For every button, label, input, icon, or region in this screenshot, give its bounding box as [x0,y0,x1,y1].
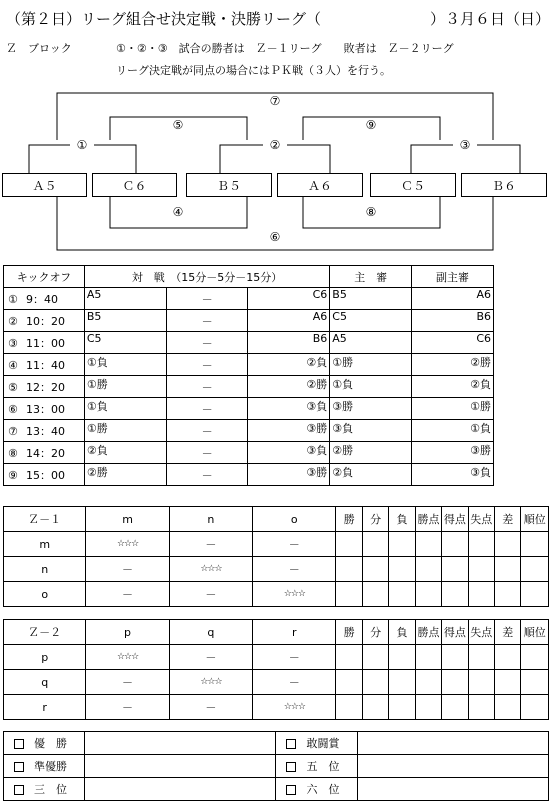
referee: ②勝 [330,442,412,464]
stat-header-draws: 分 [362,620,388,645]
league-col-header: r [253,620,336,645]
home-team: ②負 [84,442,166,464]
block-name: Ｚ ブロック [6,42,72,55]
stat-header-goals-for: 得点 [442,507,468,532]
versus-dash: － [166,332,248,354]
league-z1-table [3,506,549,607]
row-label: p [4,645,86,670]
kickoff-time: 15：00 [26,468,65,482]
home-team: ①勝 [84,420,166,442]
home-team: ①勝 [84,376,166,398]
stat-header-goals-against: 失点 [468,620,494,645]
home-team: B5 [84,310,166,332]
match-number: ⑨ [8,468,18,482]
assistant-referee: A6 [412,288,494,310]
award-label: 準優勝 [34,760,67,773]
match-label-1: ① [70,138,94,152]
stat-header-rank: 順位 [521,507,549,532]
rule-text-2: リーグ決定戦が同点の場合にはＰＫ戦（３人）を行う。 [116,64,391,77]
checkbox-icon[interactable] [286,785,296,795]
result-cell: ☆☆☆ [169,557,252,582]
match-number: ③ [8,336,18,350]
award-label: 三 位 [34,783,67,796]
home-team: C5 [84,332,166,354]
result-cell: ☆☆☆ [86,645,169,670]
versus-dash: － [166,376,248,398]
match-label-4: ④ [166,205,190,219]
match-label-8: ⑧ [359,205,383,219]
away-team: ②勝 [248,376,330,398]
league-row [4,582,549,607]
result-cell: － [253,645,336,670]
result-cell: － [86,582,169,607]
assistant-referee: C6 [412,332,494,354]
schedule-row [4,354,494,376]
league-name: Ｚ－２ [4,620,86,645]
checkbox-icon[interactable] [286,762,296,772]
versus-dash: － [166,288,248,310]
row-label: n [4,557,86,582]
stat-header-points: 勝点 [415,507,441,532]
league-row [4,532,549,557]
schedule-table [3,265,494,486]
versus-dash: － [166,310,248,332]
match-number: ⑧ [8,446,18,460]
schedule-row [4,310,494,332]
result-cell: － [253,670,336,695]
header-kickoff: キックオフ [4,266,85,288]
stat-header-goals-against: 失点 [468,507,494,532]
result-cell: － [169,645,252,670]
assistant-referee: B6 [412,310,494,332]
versus-dash: － [166,442,248,464]
referee: ①負 [330,376,412,398]
assistant-referee: ①勝 [412,398,494,420]
result-cell: － [253,532,336,557]
award-label: 敢闘賞 [306,737,340,750]
schedule-row [4,376,494,398]
league-row [4,670,549,695]
home-team: ①負 [84,398,166,420]
rule-text-1: ①・②・③ 試合の勝者は Ｚ－１リーグ 敗者は Ｚ－２リーグ [116,42,454,55]
page-title: （第２日）リーグ組合せ決定戦・決勝リーグ（ [6,10,322,28]
match-label-9: ⑨ [359,118,383,132]
stat-header-draws: 分 [362,507,388,532]
assistant-referee: ②勝 [412,354,494,376]
match-label-7: ⑦ [263,94,287,108]
league-col-header: m [86,507,169,532]
match-number: ⑥ [8,402,18,416]
row-label: q [4,670,86,695]
result-cell: － [86,557,169,582]
versus-dash: － [166,464,248,486]
league-col-header: n [169,507,252,532]
referee: ③負 [330,420,412,442]
home-team: A5 [84,288,166,310]
match-number: ④ [8,358,18,372]
league-col-header: o [253,507,336,532]
league-col-header: q [169,620,252,645]
away-team: ③勝 [248,464,330,486]
versus-dash: － [166,398,248,420]
schedule-row [4,288,494,310]
result-cell: － [169,532,252,557]
result-cell: － [253,557,336,582]
assistant-referee: ①負 [412,420,494,442]
versus-dash: － [166,354,248,376]
versus-dash: － [166,420,248,442]
referee: ③勝 [330,398,412,420]
schedule-row [4,420,494,442]
stat-header-rank: 順位 [521,620,549,645]
stat-header-points: 勝点 [415,620,441,645]
referee: ②負 [330,464,412,486]
result-cell: ☆☆☆ [253,582,336,607]
checkbox-icon[interactable] [14,739,24,749]
team-b5: Ｂ５ [186,173,272,197]
match-label-6: ⑥ [263,230,287,244]
header-referee: 主 審 [330,266,412,288]
league-col-header: p [86,620,169,645]
away-team: ③負 [248,442,330,464]
schedule-row [4,332,494,354]
header-match: 対 戦 （15分－5分－15分） [84,266,329,288]
stat-header-diff: 差 [495,507,521,532]
stat-header-losses: 負 [389,620,415,645]
team-c5: Ｃ５ [370,173,456,197]
away-team: ②負 [248,354,330,376]
assistant-referee: ②負 [412,376,494,398]
kickoff-time: 14：20 [26,446,65,460]
away-team: ③勝 [248,420,330,442]
checkbox-icon[interactable] [14,785,24,795]
kickoff-time: 10：20 [26,314,65,328]
header-assistant: 副主審 [412,266,494,288]
result-cell: － [169,582,252,607]
team-b6: Ｂ６ [461,173,547,197]
result-cell: － [169,695,252,720]
kickoff-time: 11：00 [26,336,65,350]
awards-table [3,731,549,801]
event-date: ）３月６日（日） [430,10,551,28]
stat-header-diff: 差 [495,620,521,645]
award-label: 五 位 [306,760,340,773]
result-cell: ☆☆☆ [169,670,252,695]
kickoff-time: 13：40 [26,424,65,438]
team-c6: Ｃ６ [92,173,177,197]
match-label-5: ⑤ [166,118,190,132]
match-label-2: ② [263,138,287,152]
stat-header-wins: 勝 [336,620,362,645]
team-a5: Ａ５ [2,173,87,197]
row-label: r [4,695,86,720]
team-a6: Ａ６ [277,173,363,197]
away-team: ③負 [248,398,330,420]
league-name: Ｚ－１ [4,507,86,532]
home-team: ②勝 [84,464,166,486]
away-team: B6 [248,332,330,354]
result-cell: － [86,670,169,695]
checkbox-icon[interactable] [286,739,296,749]
league-row [4,645,549,670]
match-number: ⑤ [8,380,18,394]
referee: C5 [330,310,412,332]
result-cell: ☆☆☆ [86,532,169,557]
result-cell: － [86,695,169,720]
schedule-row [4,442,494,464]
kickoff-time: 9：40 [26,292,58,306]
row-label: o [4,582,86,607]
schedule-row [4,398,494,420]
referee: A5 [330,332,412,354]
home-team: ①負 [84,354,166,376]
kickoff-time: 11：40 [26,358,65,372]
match-number: ② [8,314,18,328]
match-number: ① [8,292,18,306]
kickoff-time: 13：00 [26,402,65,416]
assistant-referee: ③勝 [412,442,494,464]
referee: B5 [330,288,412,310]
match-label-3: ③ [453,138,477,152]
award-label: 六 位 [306,783,340,796]
league-row [4,695,549,720]
award-label: 優 勝 [34,737,67,750]
league-z2-table [3,619,549,720]
stat-header-losses: 負 [389,507,415,532]
schedule-row [4,464,494,486]
checkbox-icon[interactable] [14,762,24,772]
referee: ①勝 [330,354,412,376]
league-row [4,557,549,582]
kickoff-time: 12：20 [26,380,65,394]
away-team: A6 [248,310,330,332]
row-label: m [4,532,86,557]
assistant-referee: ③負 [412,464,494,486]
result-cell: ☆☆☆ [253,695,336,720]
away-team: C6 [248,288,330,310]
stat-header-wins: 勝 [336,507,362,532]
stat-header-goals-for: 得点 [442,620,468,645]
match-number: ⑦ [8,424,18,438]
